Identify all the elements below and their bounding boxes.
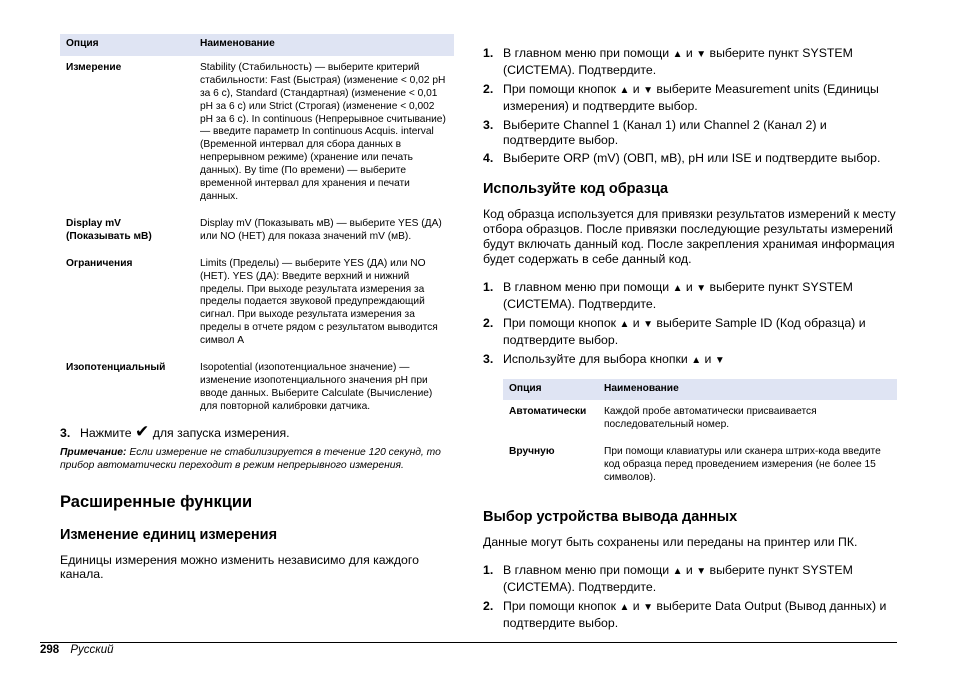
step-text-after: выберите пункт SYSTEM (СИСТЕМА). Подтвердите.: [503, 279, 853, 311]
table-cell-option: Display mV (Показывать мВ): [66, 217, 152, 242]
table-cell-option: Ограничения: [66, 257, 133, 269]
units-text: Единицы измерения можно изменить независимо для каждого канала.: [60, 552, 419, 582]
and-word: и: [704, 351, 712, 366]
sample-id-options-table: [503, 379, 897, 493]
arrow-up-icon: ▲: [619, 601, 630, 613]
sample-step-2: [483, 316, 897, 348]
checkmark-icon: ✔: [135, 421, 150, 441]
table-row: [503, 400, 897, 440]
step-text-after: выберите Data Output (Вывод данных) и подтвердите выбор.: [503, 598, 887, 630]
and-word: и: [685, 562, 693, 577]
and-word: и: [685, 46, 693, 60]
step-text-before: При помощи кнопок: [503, 598, 617, 613]
step-text-before: В главном меню при помощи: [503, 562, 670, 577]
and-word: и: [632, 81, 640, 96]
output-step-2: [483, 599, 897, 631]
table-header-option: Опция: [60, 34, 194, 56]
table-cell-option: Измерение: [66, 61, 122, 73]
footer-language: Русский: [70, 644, 114, 656]
table-header-description: Наименование: [598, 379, 897, 401]
table-row: [503, 440, 897, 493]
measurement-options-table: [60, 34, 454, 422]
arrow-down-icon: ▼: [643, 318, 653, 330]
sample-heading: Используйте код образца: [483, 181, 669, 198]
step-number: 2.: [483, 81, 494, 96]
arrow-up-icon: ▲: [619, 84, 630, 96]
arrow-up-icon: ▲: [619, 318, 630, 330]
units-heading: Изменение единиц измерения: [60, 526, 278, 543]
step-text-after: выберите Measurement units (Единицы измерения) и подтвердите выбор.: [503, 81, 879, 113]
step-number: 4.: [483, 151, 494, 166]
step-text-after: выберите пункт SYSTEM (СИСТЕМА). Подтвердите.: [503, 562, 853, 594]
sample-text: Код образца используется для привязки результатов измерений к месту отбора образцов. После привязки последующие результаты измерений будут включать данный код. После закрепления хранимая информация будет содержать в себе данный код.: [483, 207, 896, 267]
arrow-up-icon: ▲: [691, 354, 702, 366]
step-text: Выберите ORP (mV) (ОВП, мВ), pH или ISE и подтвердите выбор.: [503, 151, 881, 166]
and-word: и: [632, 315, 640, 330]
step-number: 1.: [483, 562, 494, 577]
arrow-down-icon: ▼: [643, 84, 653, 96]
section-title: Расширенные функции: [60, 492, 253, 511]
units-step-1: [483, 46, 897, 78]
output-step-1: [483, 563, 897, 595]
and-word: и: [685, 279, 693, 294]
step-text-before: При помощи кнопок: [503, 315, 617, 330]
table-header-option: Опция: [503, 379, 598, 401]
left-column: [60, 34, 454, 582]
arrow-down-icon: ▼: [696, 49, 707, 60]
table-header-description: Наименование: [194, 34, 454, 56]
arrow-up-icon: ▲: [672, 565, 683, 577]
sample-step-1: [483, 280, 897, 312]
table-cell-option: Автоматически: [509, 406, 587, 418]
table-header-row: [60, 34, 454, 56]
step-3-press: [60, 421, 454, 441]
step-number: 1.: [483, 279, 494, 294]
page-number: 298: [40, 644, 60, 656]
step-text-before: Нажмите: [80, 425, 132, 440]
table-row: [60, 56, 454, 212]
units-step-2: [483, 82, 897, 114]
table-cell-option: Вручную: [509, 446, 555, 458]
table-row: [60, 356, 454, 422]
footer-divider: [40, 642, 897, 643]
step-number: 3.: [483, 351, 494, 366]
note-text: Если измерение не стабилизируется в течение 120 секунд, то прибор автоматически переходит в режим непрерывного измерения.: [60, 446, 441, 471]
table-header-row: [503, 379, 897, 401]
table-cell-description: При помощи клавиатуры или сканера штрих-кода введите код образца перед проведением измерения (не более 15 символов).: [604, 446, 881, 484]
table-row: [60, 252, 454, 356]
step-text: Выберите Channel 1 (Канал 1) или Channel 2 (Канал 2) и подтвердите выбор.: [503, 117, 827, 147]
arrow-up-icon: ▲: [672, 282, 683, 294]
arrow-down-icon: ▼: [696, 282, 707, 294]
units-step-4: [483, 151, 897, 166]
step-text-before: При помощи кнопок: [503, 81, 617, 96]
table-cell-option: Изопотенциальный: [66, 362, 166, 374]
table-cell-description: Display mV (Показывать мВ) — выберите YES (ДА) или NO (НЕТ) для показа значений mV (мВ).: [200, 217, 442, 242]
step-text-after: выберите пункт SYSTEM (СИСТЕМА). Подтвердите.: [503, 46, 853, 77]
table-cell-description: Limits (Пределы) — выберите YES (ДА) или NO (НЕТ). YES (ДА): Введите верхний и нижний пределы. При выходе результата измерения за пределы подается звуковой предупреждающий сигнал. При выходе результата измерения за пределы в отчете рядом с результатом выводится символ A: [200, 257, 438, 347]
step-text-after: выберите Sample ID (Код образца) и подтвердите выбор.: [503, 315, 866, 347]
arrow-up-icon: ▲: [672, 49, 683, 60]
output-text: Данные могут быть сохранены или переданы на принтер или ПК.: [483, 534, 858, 549]
table-cell-description: Isopotential (изопотенциальное значение) — изменение изопотенциального значения pH при вводе данных. Выберите Calculate (Вычисление) для повторной калибровки датчика.: [200, 362, 433, 412]
sample-step-3: [483, 352, 897, 369]
note-label: Примечание:: [60, 446, 127, 458]
step-number: 3.: [483, 117, 494, 132]
step-text-before: В главном меню при помощи: [503, 279, 670, 294]
and-word: и: [632, 598, 640, 613]
arrow-down-icon: ▼: [714, 354, 725, 366]
arrow-down-icon: ▼: [696, 565, 707, 577]
units-step-3: [483, 118, 897, 148]
note: [60, 446, 454, 472]
step-text-before: Используйте для выбора кнопки: [503, 351, 688, 366]
table-row: [60, 212, 454, 252]
step-number: 2.: [483, 598, 494, 613]
step-number: 1.: [483, 46, 494, 60]
step-number: 3.: [60, 425, 71, 440]
step-text-after: для запуска измерения.: [152, 425, 290, 440]
right-column: [483, 46, 897, 630]
output-heading: Выбор устройства вывода данных: [483, 508, 738, 525]
step-number: 2.: [483, 315, 494, 330]
arrow-down-icon: ▼: [643, 601, 653, 613]
footer: [40, 644, 114, 656]
table-cell-description: Stability (Стабильность) — выберите критерий стабильности: Fast (Быстрая) (изменение < 0,02 pH за 6 с), Standard (Стандартная) (изменение < 0,01 pH за 6 с) или Strict (Строгая) (изменение < 0,002 pH за 6 с). In continuous (Непрерывное считывание) — введите параметр In continuous Acquis. interval (Временной интервал для сбора данных в непрерывном режиме) (хранение или печать данных). By time (По времени) — выберите временной интервал для хранения и печати данных.: [200, 61, 446, 202]
step-text-before: В главном меню при помощи: [503, 46, 670, 60]
table-cell-description: Каждой пробе автоматически присваивается последовательный номер.: [604, 406, 817, 431]
